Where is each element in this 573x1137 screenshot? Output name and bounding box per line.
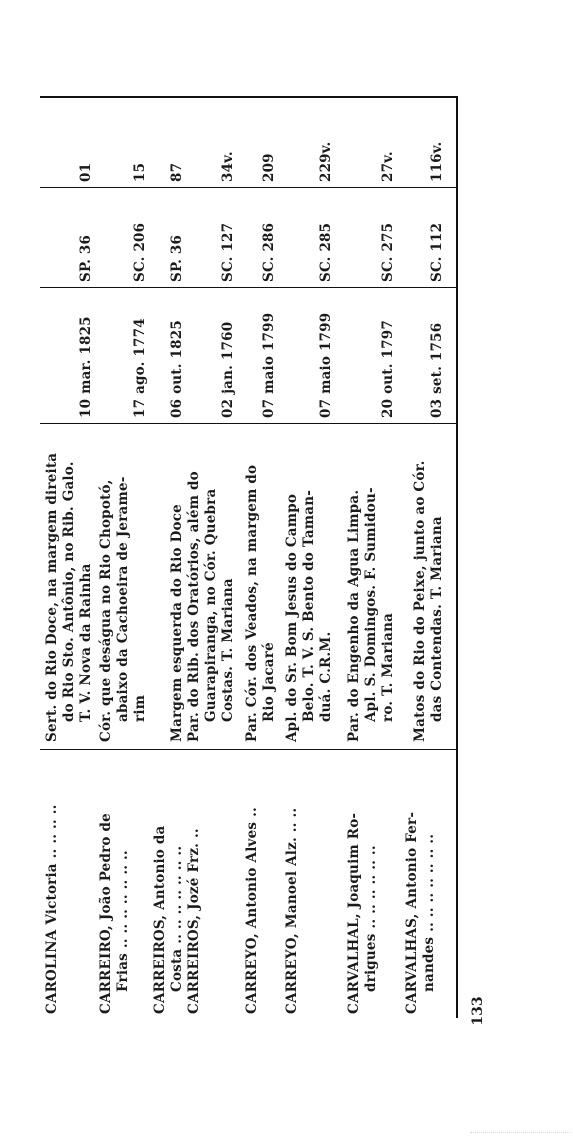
column-divider (40, 749, 458, 750)
codex-reference: SC. 127 (220, 222, 236, 282)
grantee-name: CARREYO, Manoel Alz. .. .. (284, 807, 300, 1014)
grantee-name: CARREIROS, Antonio da Costa .. .. .. .. .. .. .. (152, 825, 185, 1014)
grantee-name: CARREIRO, João Pedro de Frias .. .. .. .. .. .. .. (98, 813, 131, 1014)
scan-edge-mark (470, 1128, 570, 1133)
location-description: Par. Cór. dos Veados, na margem do Rio Jacaré (244, 464, 277, 742)
column-divider (40, 423, 458, 424)
location-description: Cór. que deságua no Rio Chopotó, abaixo da Cachoeira de Jerame- rim (98, 476, 148, 742)
location-description: Matos do Rio do Peixe, junto ao Cór. das Contendas. T. Mariana (412, 460, 445, 742)
codex-reference: SP. 36 (78, 234, 94, 282)
end-rule (40, 96, 458, 98)
codex-reference: SC. 286 (261, 222, 277, 282)
location-description: Par. do Engenho da Agua Limpa. Apl. S. Domingos. F. Sumidou- ro. T. Mariana (346, 487, 396, 742)
grant-date: 06 out. 1825 (169, 320, 185, 418)
location-description: Par. do Rib. dos Oratórios, além do Guarapiranga, no Cór. Quebra Costas. T. Mariana (186, 471, 236, 742)
land-grant-table (6, 18, 486, 1018)
grant-date: 20 out. 1797 (380, 320, 396, 418)
folio-reference: 87 (169, 162, 185, 182)
grant-date: 10 mar. 1825 (78, 316, 94, 418)
page-number: 133 (470, 996, 486, 1026)
grantee-name: CARVALHAS, Antonio Fer- nandes .. .. .. .. .. .. .. (404, 811, 437, 1014)
folio-reference: 01 (78, 162, 94, 182)
grant-date: 17 ago. 1774 (132, 318, 148, 418)
location-description: Sert. do Rio Doce, na margem direita do Rio Sto. Antônio, no Rib. Galo. T. V. Nova da Rainha (44, 452, 94, 742)
grantee-name: CAROLINA Victoria .. .. .. .. (44, 804, 60, 1014)
codex-reference: SC. 285 (318, 222, 334, 282)
folio-reference: 34v. (220, 151, 236, 182)
column-divider (40, 187, 458, 188)
grant-date: 07 maio 1799 (318, 312, 334, 418)
bottom-rule (456, 96, 458, 1018)
folio-reference: 229v. (318, 141, 334, 182)
folio-reference: 15 (132, 162, 148, 182)
codex-reference: SP. 36 (169, 234, 185, 282)
column-divider (40, 287, 458, 288)
grantee-name: CARREIROS, Jozé Frz. .. (186, 828, 202, 1014)
location-description: Margem esquerda do Rio Doce (169, 504, 185, 742)
location-description: Apl. do Sr. Bom Jesus do Campo Belo. T. V. S. Bento do Taman- duá. C.R.M. (284, 489, 334, 742)
grantee-name: CARREYO, Antonio Alves .. (244, 807, 260, 1014)
folio-reference: 116v. (429, 141, 445, 182)
folio-reference: 27v. (380, 151, 396, 182)
grant-date: 07 maio 1799 (261, 312, 277, 418)
grantee-name: CARVALHAL, Joaquim Ro- drigues .. .. .. .. .. .. (346, 812, 379, 1014)
grant-date: 03 set. 1756 (429, 322, 445, 418)
codex-reference: SC. 206 (132, 222, 148, 282)
codex-reference: SC. 112 (429, 222, 445, 282)
grant-date: 02 jan. 1760 (220, 321, 236, 418)
folio-reference: 209 (261, 153, 277, 182)
codex-reference: SC. 275 (380, 222, 396, 282)
